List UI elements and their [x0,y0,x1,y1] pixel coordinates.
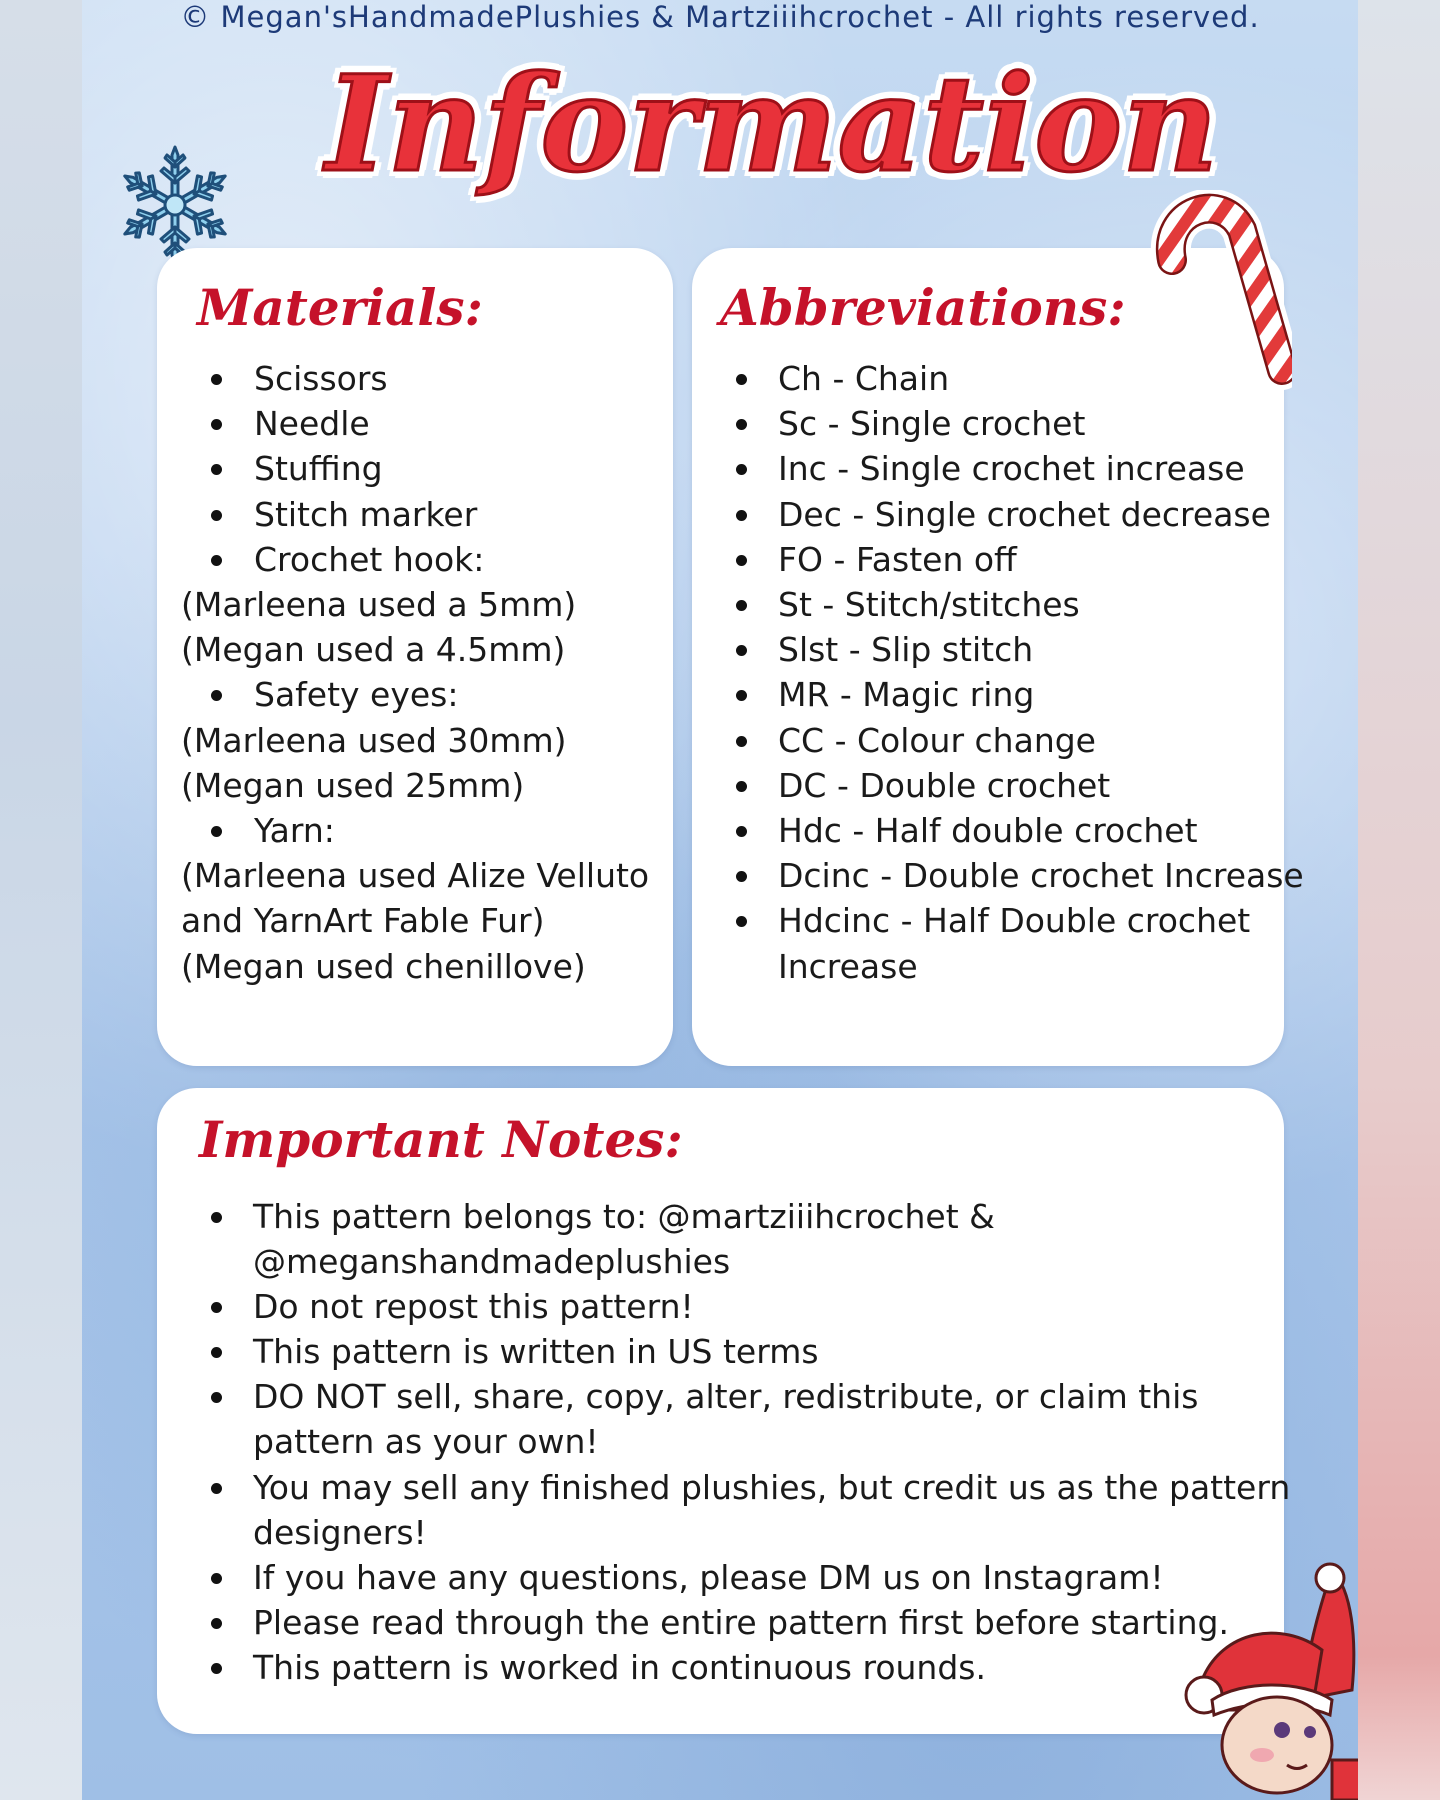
left-backdrop [0,0,82,1800]
materials-item: (Marleena used a 5mm) [181,585,577,625]
elf-illustration [1182,1560,1358,1800]
materials-item: (Megan used a 4.5mm) [181,630,566,670]
information-page [82,0,1358,1800]
candy-cane-icon [1142,190,1292,400]
materials-list [181,356,649,989]
abbreviation-item: Hdcinc - Half Double crochet [730,898,1304,943]
abbreviation-item: DC - Double crochet [730,763,1304,808]
notes-list [205,1194,1290,1690]
abbreviation-item: St - Stitch/stitches [730,582,1304,627]
materials-item: and YarnArt Fable Fur) [181,901,545,941]
materials-item: Scissors [181,356,649,401]
abbreviation-item: MR - Magic ring [730,672,1304,717]
materials-item: Crochet hook: [181,537,649,582]
abbreviation-item: CC - Colour change [730,718,1304,763]
materials-card [157,248,673,1066]
notes-item: This pattern is worked in continuous rounds. [205,1645,1290,1690]
materials-item: (Megan used 25mm) [181,765,525,805]
materials-item: (Marleena used Alize Velluto [181,856,650,896]
abbreviation-item: Sc - Single crochet [730,401,1304,446]
materials-item: (Megan used chenillove) [181,946,586,986]
abbreviations-heading: Abbreviations: [720,278,1126,337]
notes-item: pattern as your own! [253,1422,599,1462]
notes-heading: Important Notes: [199,1110,683,1169]
important-notes-card [157,1088,1291,1734]
abbreviation-item: Ch - Chain [730,356,1304,401]
page-title: Information [325,47,1219,202]
materials-item: (Marleena used 30mm) [181,720,567,760]
materials-item: Safety eyes: [181,672,649,717]
abbreviation-item: Dcinc - Double crochet Increase [730,853,1304,898]
notes-item: You may sell any finished plushies, but credit us as the pattern [205,1465,1290,1510]
materials-item: Yarn: [181,808,649,853]
title-banner [312,30,1232,230]
notes-item: DO NOT sell, share, copy, alter, redistribute, or claim this [205,1374,1290,1419]
notes-item: This pattern is written in US terms [205,1329,1290,1374]
notes-item: If you have any questions, please DM us on Instagram! [205,1555,1290,1600]
right-backdrop [1358,0,1440,1800]
notes-item: Please read through the entire pattern first before starting. [205,1600,1290,1645]
abbreviation-item: Increase [778,946,918,986]
abbreviations-list [730,356,1304,989]
materials-heading: Materials: [197,278,483,337]
abbreviation-item: Dec - Single crochet decrease [730,492,1304,537]
notes-item: Do not repost this pattern! [205,1284,1290,1329]
abbreviation-item: Slst - Slip stitch [730,627,1304,672]
copyright-notice: © Megan'sHandmadePlushies & Martziiihcrochet - All rights reserved. [180,0,1260,34]
notes-item: This pattern belongs to: @martziiihcrochet & [205,1194,1290,1239]
materials-item: Stuffing [181,446,649,491]
notes-item: designers! [253,1512,427,1552]
notes-item: @meganshandmadeplushies [253,1242,731,1282]
abbreviation-item: FO - Fasten off [730,537,1304,582]
materials-item: Needle [181,401,649,446]
materials-item: Stitch marker [181,492,649,537]
abbreviation-item: Hdc - Half double crochet [730,808,1304,853]
abbreviation-item: Inc - Single crochet increase [730,446,1304,491]
